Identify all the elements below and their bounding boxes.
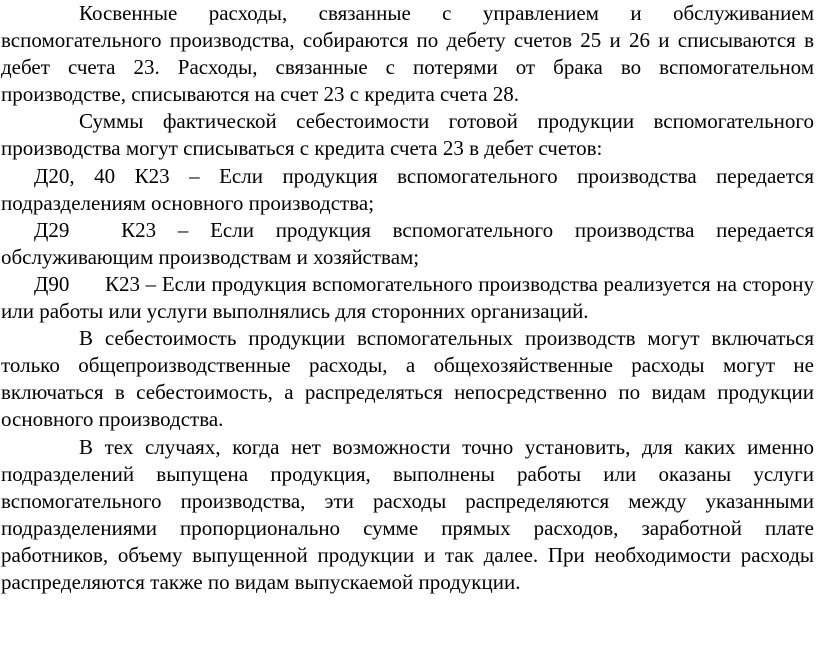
paragraph-cost-distribution: В тех случаях, когда нет возможности точно установить, для каких именно подразделений выпущена продукция, выполнены работы или оказаны услуги вспомогательного производства, эти расходы распределяются между указанными подразделениями пропорционально сумме прямых расходов, заработной плате работников, объему выпущенной продукции и так далее. При необходимости расходы распределяются также по видам выпускаемой продукции.	[1, 434, 814, 594]
paragraph-actual-cost: Суммы фактической себестоимости готовой продукции вспомогательного производства могут списываться с кредита счета 23 в дебет счетов:	[1, 109, 814, 161]
entry-credit: К23	[104, 271, 140, 296]
entry-service-production	[1, 217, 814, 271]
entry-credit: К23	[121, 217, 157, 242]
entry-credit: К23	[134, 163, 170, 188]
entry-debit: Д20, 40	[34, 163, 116, 188]
entry-external-sales	[1, 271, 814, 325]
entry-text: – Если продукция вспомогательного производства передается обслуживающим производствам и хозяйствам;	[1, 217, 815, 269]
entry-main-production	[1, 163, 814, 217]
paragraph-indirect-costs: Косвенные расходы, связанные с управлением и обслуживанием вспомогательного производства, собираются по дебету счетов 25 и 26 и списываются в дебет счета 23. Расходы, связанные с потерями от брака во вспомогательном производстве, списываются на счет 23 с кредита счета 28.	[1, 1, 814, 107]
entry-text: – Если продукция вспомогательного производства передается подразделениям основного производства;	[1, 163, 815, 215]
entry-debit: Д29	[34, 217, 70, 242]
entry-text: – Если продукция вспомогательного производства реализуется на сторону или работы или услуги выполнялись для сторонних организаций.	[1, 271, 814, 324]
paragraph-cost-inclusion: В себестоимость продукции вспомогательных производств могут включаться только общепроизводственные расходы, а общехозяйственные расходы могут не включаться в себестоимость, а распределяться непосредственно по видам продукции основного производства.	[1, 326, 814, 432]
entry-debit: Д90	[34, 271, 70, 296]
